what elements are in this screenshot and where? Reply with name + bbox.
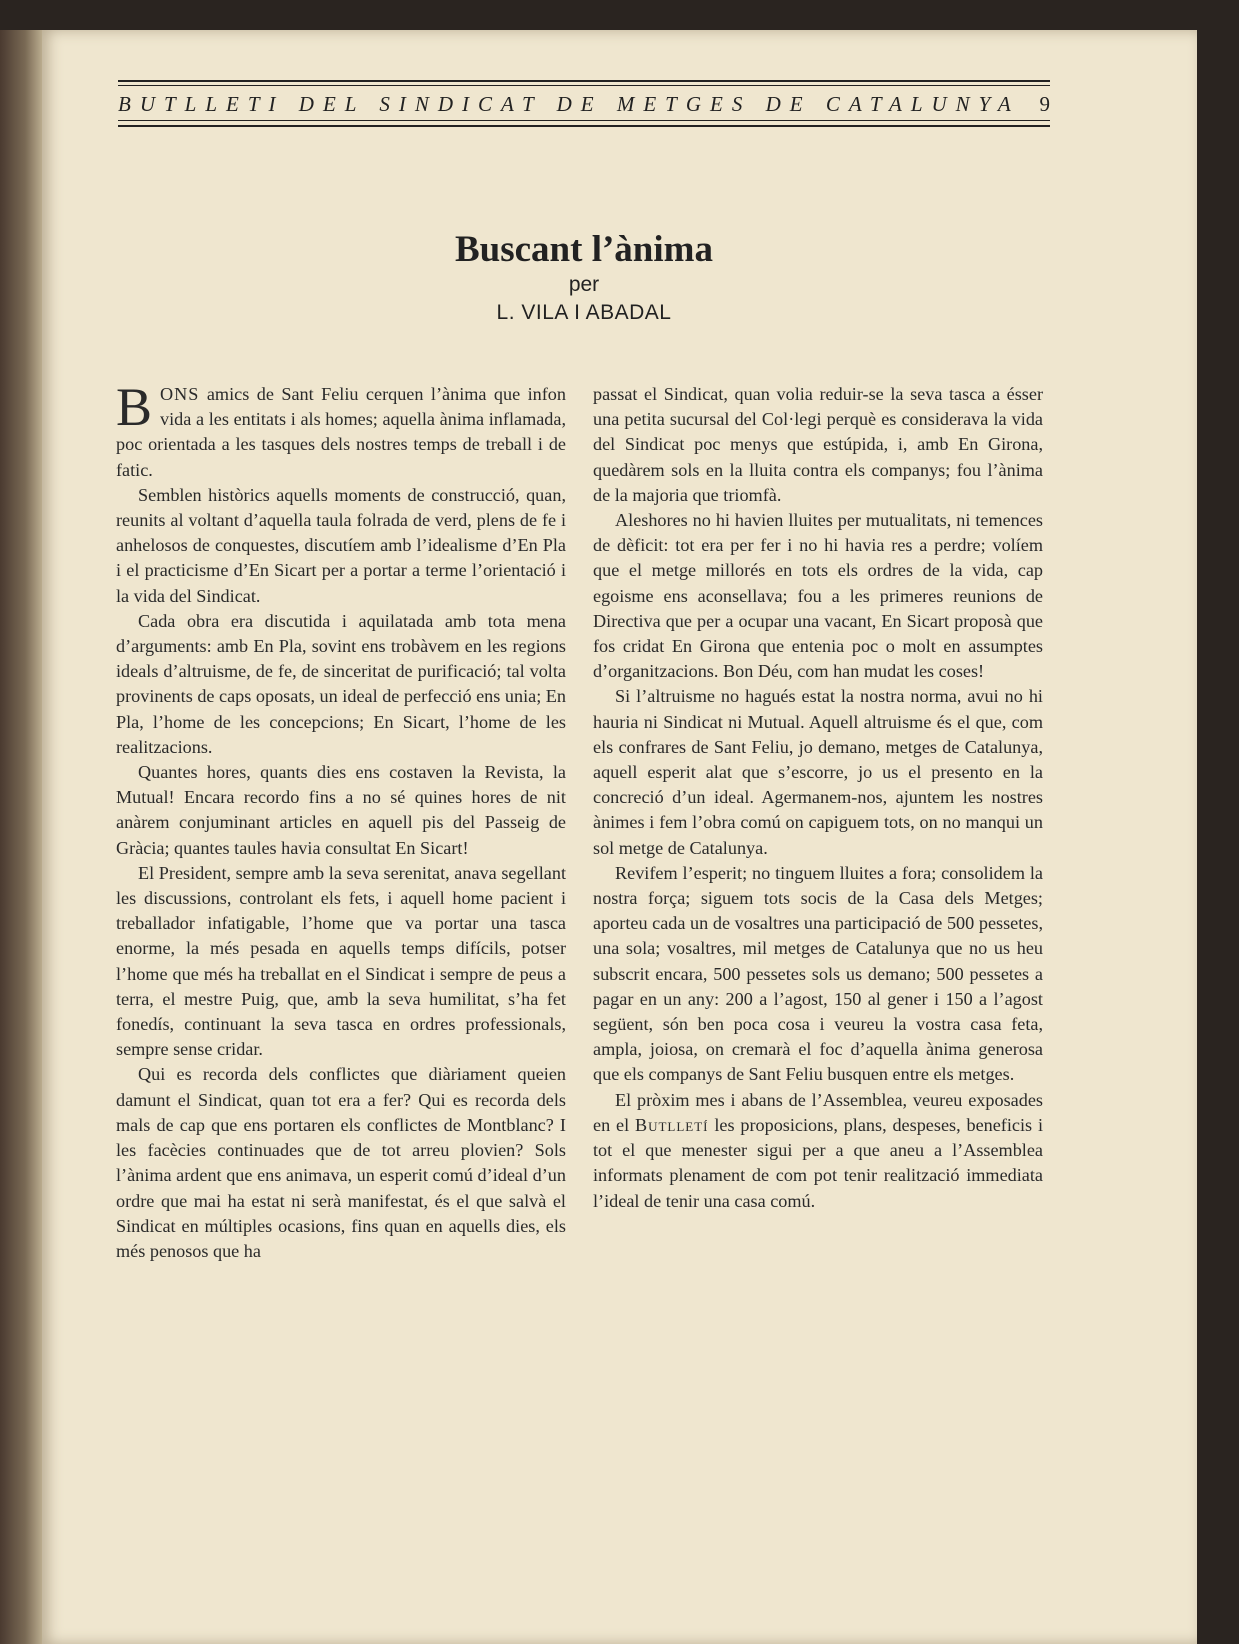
paragraph-text: les proposicions, plans, despeses, beneficis i tot el que menester sigui per a que aneu a l’Assemblea informats plenament de com pot tenir realització immediata l’ideal de tenir una casa comú. [593,1114,1043,1211]
paragraph [116,377,566,483]
running-title: BUTLLETI DEL SINDICAT DE METGES DE CATALUNYA [118,92,1020,116]
header-rule-bottom [118,125,1050,127]
paragraph-text: El pròxim mes i abans de l’Assemblea, veureu exposades en el [593,1089,1043,1135]
paragraph: Aleshores no hi havien lluites per mutualitats, ni temences de dèficit: tot era per fer i no hi havia res a perdre; volíem que el metge millorés en tots els ordres de la vida, cap egoisme ens aconsellava; fou a les primeres reunions de Directiva que per a ocupar una vacant, En Sicart proposà que fos cridat En Girona que entenia poc o molt en assumptes d’organitzacions. Bon Déu, com han mudat les coses! [593,510,1043,682]
page-number: 9 [1039,92,1050,116]
paragraph: Semblen històrics aquells moments de construcció, quan, reunits al voltant d’aquella taula folrada de verd, plens de fe i anhelosos de conquestes, discutíem amb l’idealisme d’En Pla i el practicisme d’En Sicart per a portar a terme l’orientació i la vida del Sindicat. [116,484,566,606]
paragraph-text: amics de Sant Feliu cerquen l’ànima que infon vida a les entitats i als homes; aquella ànima inflamada, poc orientada a les tasques dels nostres temps de treball i de fatic. [116,384,566,480]
first-word-rest: ONS [160,384,200,404]
running-header [118,80,1050,132]
header-rule-bottom-thin [118,120,1050,121]
paragraph [593,1088,1043,1214]
paragraph: Si l’altruisme no hagués estat la nostra norma, avui no hi hauria ni Sindicat ni Mutual. Aquell altruisme és el que, com els confrares de Sant Feliu, jo demano, metges de Catalunya, aquell esperit alat que s’escorre, jo us el presento en la concreció d’un ideal. Agermanem-nos, ajuntem les nostres ànimes i fem l’obra comú on capiguem tots, on no manqui un sol metge de Catalunya. [593,686,1043,858]
paragraph: passat el Sindicat, quan volia reduir-se la seva tasca a ésser una petita sucursal del Col·legi perquè es considerava la vida del Sindicat poc menys que estúpida, i, amb En Girona, quedàrem sols en la lluita contra els companys; fou l’ànima de la majoria que triomfà. [593,384,1043,505]
header-rule-top [118,80,1050,82]
paragraph: Quantes hores, quants dies ens costaven la Revista, la Mutual! Encara recordo fins a no sé quines hores de nit anàrem conjuminant articles en aquell pis del Passeig de Gràcia; quantes taules havia consultat En Sicart! [116,762,566,858]
drop-cap: B [116,377,153,437]
article-author: L. VILA I ABADAL [496,301,672,324]
publication-name: Butlletí [634,1114,709,1135]
paragraph: Revifem l’esperit; no tinguem lluites a fora; consolidem la nostra força; siguem tots socis de la Casa dels Metges; aporteu cada un de vosaltres una participació de 500 pessetes, una sola; vosaltres, mil metges de Catalunya que no us heu subscrit encara, 500 pessetes sols us demano; 500 pessetes a pagar en un any: 200 a l’agost, 150 al gener i 150 a l’agost següent, són ben poca cosa i veureu la vostra casa feta, ampla, joiosa, on cremarà el foc d’aquella ànima generosa que els companys de Sant Feliu busquen entre els metges. [593,862,1043,1085]
article-heading [118,228,1050,325]
byline-per: per [568,273,600,296]
paragraph: Cada obra era discutida i aquilatada amb tota mena d’arguments: amb En Pla, sovint ens trobàvem en les regions ideals d’altruisme, de fe, de sinceritat de purificació; tal volta provinents de caps oposats, un ideal de perfecció ens unia; En Pla, l’home de les concepcions; En Sicart, l’home de les realitzacions. [116,610,566,757]
header-rule-top-thin [118,85,1050,86]
paragraph: Qui es recorda dels conflictes que diàriament queien damunt el Sindicat, quan tot era a fer? Qui es recorda dels mals de cap que ens portaren els conflictes de Montblanc? I les facècies continuades que de tot arreu plovien? Sols l’ànima ardent que ens animava, un esperit comú d’ideal d’un ordre que mai ha estat ni serà manifestat, és el que salvà el Sindicat en múltiples ocasions, fins quan en aquells dies, els més penosos que ha [116,1064,566,1261]
left-column [116,377,566,1264]
paragraph: El President, sempre amb la seva serenitat, anava segellant les discussions, controlant els fets, i aquell home pacient i treballador infatigable, l’home que va portar una tasca enorme, la més pesada en aquells temps difícils, potser l’home que més ha treballat en el Sindicat i sempre de peus a terra, el mestre Puig, que, amb la seva humilitat, s’ha fet fonedís, continuant la seva tasca en ordres professionals, sempre sense cridar. [116,862,566,1060]
article-title: Buscant l’ànima [454,229,713,270]
right-column [593,382,1043,1214]
book-spine [0,30,46,1644]
